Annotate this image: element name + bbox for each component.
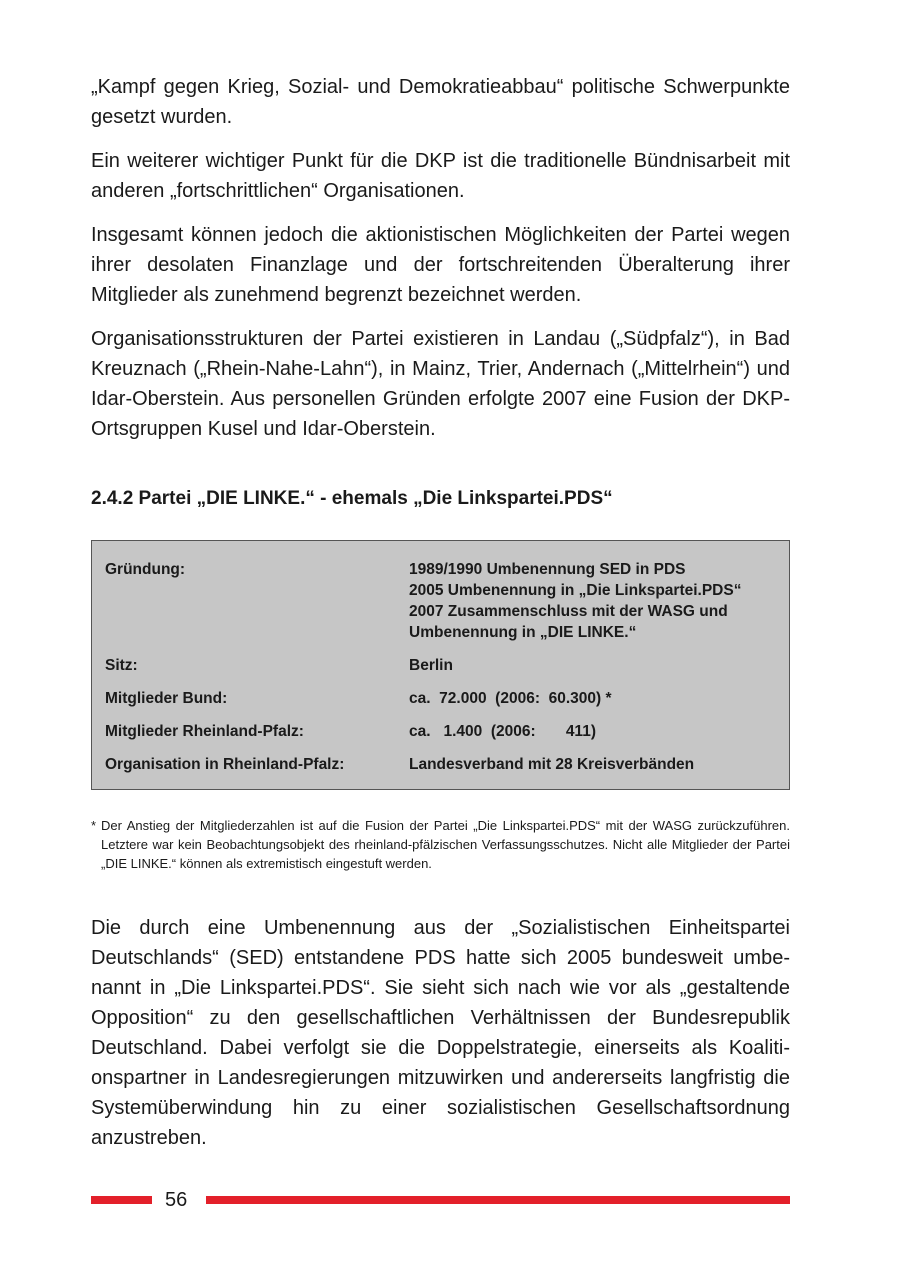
page-number: 56 bbox=[165, 1189, 188, 1211]
footer-accent-bar-left bbox=[91, 1196, 152, 1204]
fact-value-line: Landesverband mit 28 Kreisverbänden bbox=[409, 756, 695, 773]
fact-row-mitglieder-rlp bbox=[105, 721, 777, 742]
page-footer bbox=[91, 1188, 790, 1212]
fact-label: Mitglieder Bund: bbox=[105, 690, 228, 707]
body-paragraph: Organisationsstrukturen der Partei existieren in Landau („Südpfalz“), in Bad Kreuznach („Rhein-Nahe-Lahn“), in Mainz, Trier, Andernach („Mittelrhein“) und Idar-Oberstein. Aus personellen Gründen erfolgte 2007 eine Fusion der DKP-Ortsgruppen Kusel und Idar-Oberstein. bbox=[91, 328, 790, 440]
fact-value-line: 2007 Zusammenschluss mit der WASG und bbox=[409, 603, 728, 620]
fact-row-mitglieder-bund bbox=[105, 688, 777, 709]
fact-label: Mitglieder Rheinland-Pfalz: bbox=[105, 723, 304, 740]
footnote-text: Der Anstieg der Mitgliederzahlen ist auf die Fusion der Partei „Die Linkspartei.PDS“ mit der WASG zurückzuführen. Letztere war kein Beobachtungsobjekt des rheinland-pfälzischen Verfassungsschutzes. Nicht alle Mitglieder der Partei „DIE LINKE.“ können als extremistisch eingestuft werden. bbox=[101, 818, 790, 871]
fact-row-sitz bbox=[105, 655, 777, 676]
footnote-mark: * bbox=[91, 818, 97, 833]
fact-value-line: ca. 72.000 (2006: 60.300) * bbox=[409, 690, 612, 707]
body-paragraph: „Kampf gegen Krieg, Sozial- und Demokratieabbau“ politische Schwerpunkte gesetzt wurden. bbox=[91, 76, 790, 128]
fact-box bbox=[91, 540, 790, 790]
fact-value-line: 1989/1990 Umbenennung SED in PDS bbox=[409, 561, 686, 578]
fact-label: Organisation in Rheinland-Pfalz: bbox=[105, 756, 345, 773]
fact-row-gruendung bbox=[105, 559, 777, 643]
page-content bbox=[91, 72, 790, 1153]
footer-accent-bar-right bbox=[206, 1196, 790, 1204]
fact-value-line: 2005 Umbenennung in „Die Linkspartei.PDS“ bbox=[409, 582, 742, 599]
fact-value bbox=[409, 655, 777, 676]
fact-value bbox=[409, 754, 777, 775]
section-heading: 2.4.2 Partei „DIE LINKE.“ - ehemals „Die Linkspartei.PDS“ bbox=[91, 488, 613, 509]
fact-value bbox=[409, 688, 777, 709]
fact-label: Sitz: bbox=[105, 657, 138, 674]
body-paragraph: Ein weiterer wichtiger Punkt für die DKP ist die traditionelle Bündnisarbeit mit anderen „fortschrittlichen“ Organisationen. bbox=[91, 150, 790, 202]
body-paragraph: Insgesamt können jedoch die aktionistischen Möglichkeiten der Partei wegen ihrer desolaten Finanzlage und der fortschreitenden Überalterung ihrer Mitglieder als zunehmend begrenzt bezeichnet werden. bbox=[91, 224, 790, 306]
fact-value bbox=[409, 559, 777, 643]
fact-row-organisation bbox=[105, 754, 777, 775]
fact-value-line: Umbenennung in „DIE LINKE.“ bbox=[409, 624, 637, 641]
fact-label: Gründung: bbox=[105, 561, 186, 578]
fact-value bbox=[409, 721, 777, 742]
fact-value-line: Berlin bbox=[409, 657, 453, 674]
footnote bbox=[91, 816, 790, 873]
body-paragraph: Die durch eine Umbenennung aus der „Sozialistischen Einheitspartei Deutschlands“ (SED) entstandene PDS hatte sich 2005 bundesweit umbenannt in „Die Linkspartei.PDS“. Sie sieht sich nach wie vor als „gestaltende Opposition“ zu den gesellschaftlichen Verhältnissen der Bundesrepublik Deutschland. Dabei verfolgt sie die Doppelstrategie, einerseits als Koalitionspartner in Landesregierungen mitzuwirken und andererseits langfristig die Systemüberwindung hin zu einer sozialistischen Gesellschaftsordnung anzustreben. bbox=[91, 917, 790, 1149]
fact-value-line: ca. 1.400 (2006: 411) bbox=[409, 723, 596, 740]
